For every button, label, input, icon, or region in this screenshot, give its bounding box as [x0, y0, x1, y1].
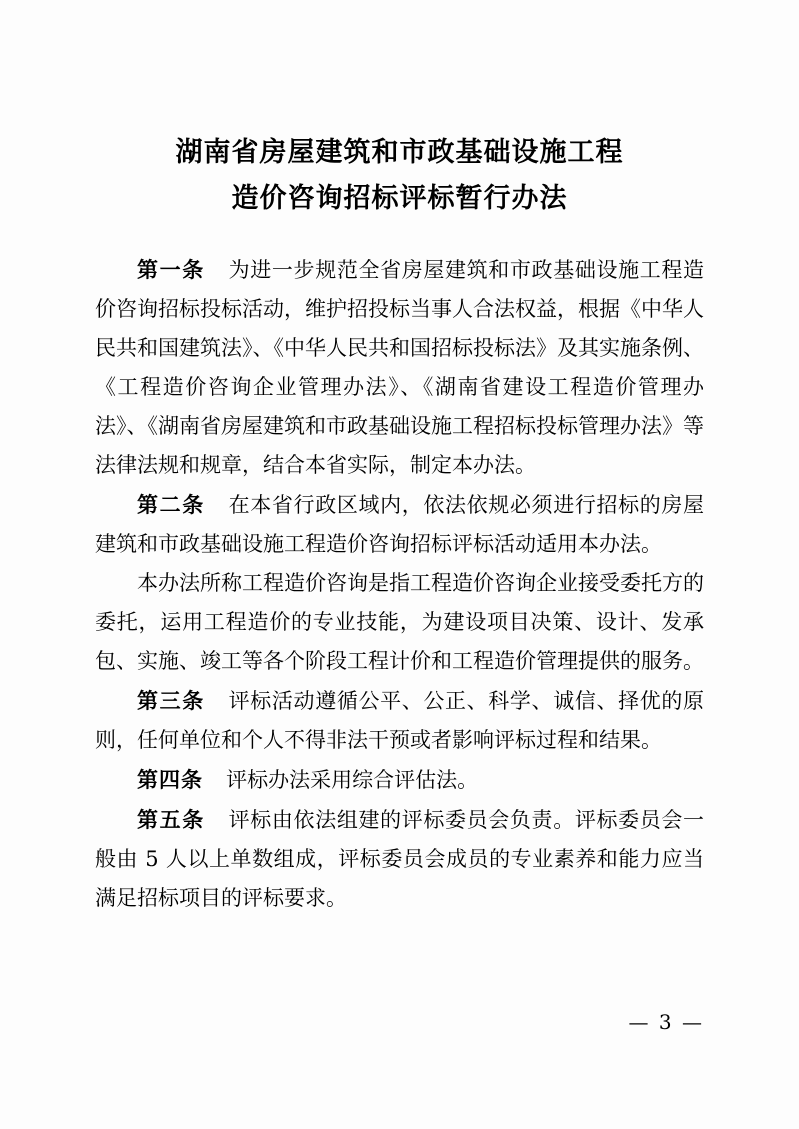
page-title — [95, 130, 704, 222]
article-text: 在本省行政区域内，依法依规必须进行招标的房屋建筑和市政基础设施工程造价咨询招标评标活动适用本办法。 — [95, 493, 705, 556]
article-text: 评标办法采用综合评估法。 — [226, 768, 479, 792]
article-paragraph — [95, 681, 704, 760]
document-body — [95, 250, 704, 918]
page-number: — 3 — — [628, 1010, 704, 1034]
article-label: 第四条 — [137, 767, 203, 792]
page-title-line-1: 湖南省房屋建筑和市政基础设施工程 — [175, 137, 624, 168]
article-paragraph — [95, 800, 704, 918]
article-text: 本办法所称工程造价咨询是指工程造价咨询企业接受委托方的委托，运用工程造价的专业技能，为建设项目决策、设计、发承包、实施、竣工等各个阶段工程计价和工程造价管理提供的服务。 — [95, 571, 704, 673]
article-paragraph — [95, 564, 704, 681]
article-text: 评标活动遵循公平、公正、科学、诚信、择优的原则，任何单位和个人不得非法干预或者影响评标过程和结果。 — [95, 689, 705, 752]
article-label: 第五条 — [137, 807, 205, 832]
article-text: 为进一步规范全省房屋建筑和市政基础设施工程造价咨询招标投标活动，维护招投标当事人合法权益，根据《中华人民共和国建筑法》、《中华人民共和国招标投标法》及其实施条例、《工程造价咨询企业管理办法》、《湖南省建设工程造价管理办法》、《湖南省房屋建筑和市政基础设施工程招标投标管理办法》等法律法规和规章，结合本省实际，制定本办法。 — [95, 258, 705, 477]
article-label: 第一条 — [137, 257, 205, 282]
article-label: 第二条 — [137, 492, 205, 517]
page-title-line-2: 造价咨询招标评标暂行办法 — [231, 183, 568, 214]
article-paragraph — [95, 760, 704, 800]
article-text: 评标由依法组建的评标委员会负责。评标委员会一般由 5 人以上单数组成，评标委员会成员的专业素养和能力应当满足招标项目的评标要求。 — [95, 808, 705, 910]
article-label: 第三条 — [137, 688, 205, 713]
article-paragraph — [95, 485, 704, 564]
article-paragraph — [95, 250, 704, 485]
